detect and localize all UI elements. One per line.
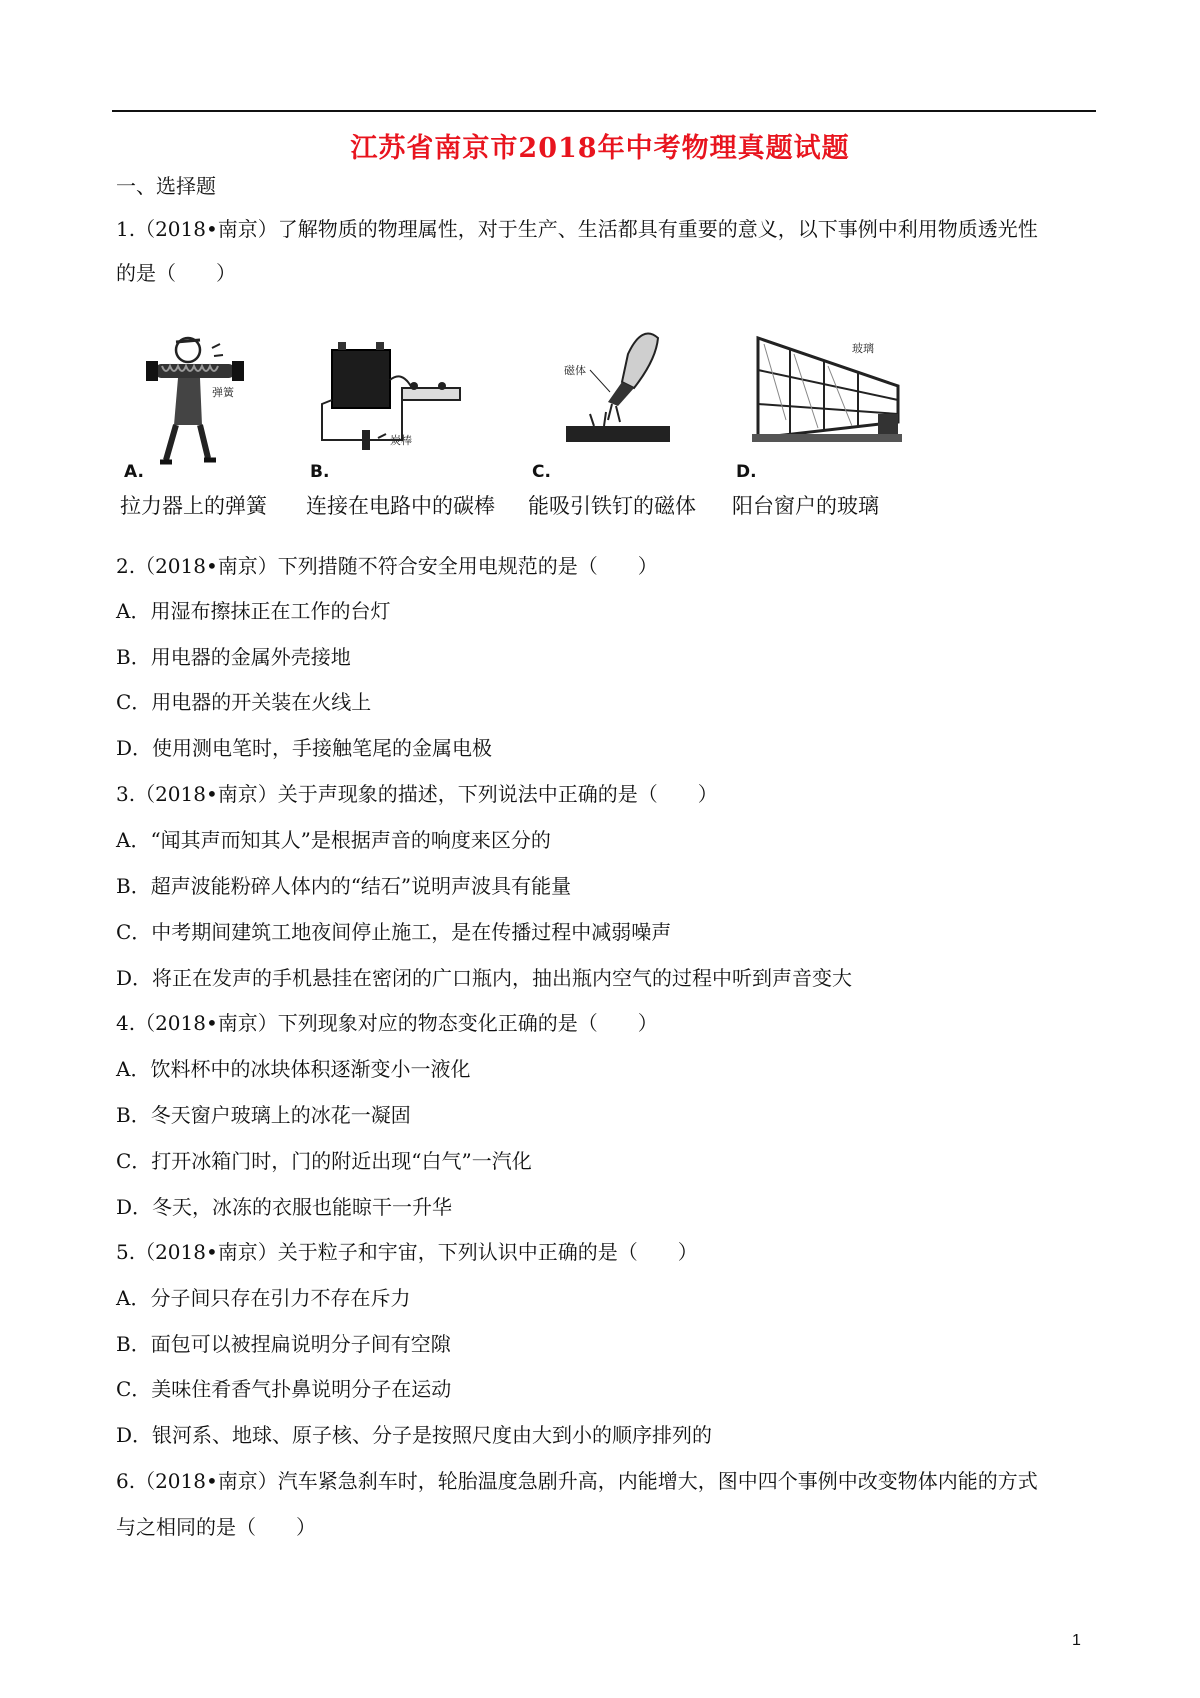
q4-stem: 4.（2018•南京）下列现象对应的物态变化正确的是（ ） (116, 1011, 658, 1035)
q1-stem-line1: 1.（2018•南京）了解物质的物理属性，对于生产、生活都具有重要的意义，以下事例中利用物质透光性 (116, 217, 1038, 241)
page-number: 1 (1072, 1632, 1081, 1649)
q2-option-d: D．使用测电笔时，手接触笔尾的金属电极 (116, 736, 493, 760)
q6-stem-line2: 与之相同的是（ ） (116, 1515, 316, 1539)
q5-option-c: C．美味住肴香气扑鼻说明分子在运动 (116, 1377, 452, 1401)
glass-label: 玻璃 (852, 342, 874, 355)
option-c-caption: 能吸引铁钉的磁体 (528, 494, 696, 518)
q3-option-c: C．中考期间建筑工地夜间停止施工，是在传播过程中减弱噪声 (116, 920, 672, 944)
carbon-rod-label: 炭棒 (390, 434, 412, 447)
balcony-window-image (728, 330, 928, 480)
option-c-letter: C. (532, 462, 551, 482)
document-title: 江苏省南京市2018年中考物理真题试题 (350, 133, 850, 164)
circuit-carbon-rod-image (302, 330, 502, 480)
header-rule (112, 110, 1096, 112)
option-a-caption: 拉力器上的弹簧 (120, 494, 267, 518)
q2-option-b: B．用电器的金属外壳接地 (116, 645, 351, 669)
q1-figure-a (116, 330, 316, 530)
q1-figure-d (728, 330, 928, 530)
option-d-letter: D. (736, 462, 757, 482)
q4-option-a: A．饮料杯中的冰块体积逐渐变小一液化 (116, 1057, 471, 1081)
q2-stem: 2.（2018•南京）下列措随不符合安全用电规范的是（ ） (116, 554, 658, 578)
q1-figure-b (302, 330, 502, 530)
spring-exerciser-image (116, 330, 316, 480)
option-b-letter: B. (310, 462, 330, 482)
q4-option-b: B．冬天窗户玻璃上的冰花一凝固 (116, 1103, 411, 1127)
magnet-nail-image (524, 330, 724, 480)
q4-option-d: D．冬天，冰冻的衣服也能晾干一升华 (116, 1195, 453, 1219)
q5-option-a: A．分子间只存在引力不存在斥力 (116, 1286, 411, 1310)
q1-figure-row (116, 330, 1066, 530)
option-b-caption: 连接在电路中的碳棒 (306, 494, 495, 518)
q2-option-c: C．用电器的开关装在火线上 (116, 690, 372, 714)
q3-option-d: D．将正在发声的手机悬挂在密闭的广口瓶内，抽出瓶内空气的过程中听到声音变大 (116, 966, 853, 990)
option-a-letter: A. (124, 462, 144, 482)
q1-figure-c (524, 330, 724, 530)
q5-option-b: B．面包可以被捏扁说明分子间有空隙 (116, 1332, 451, 1356)
spring-label: 弹簧 (212, 386, 234, 399)
q5-stem: 5.（2018•南京）关于粒子和宇宙，下列认识中正确的是（ ） (116, 1240, 698, 1264)
q3-option-a: A．“闻其声而知其人”是根据声音的响度来区分的 (116, 828, 551, 852)
q5-option-d: D．银河系、地球、原子核、分子是按照尺度由大到小的顺序排列的 (116, 1423, 713, 1447)
option-d-caption: 阳台窗户的玻璃 (732, 494, 879, 518)
magnet-label: 磁体 (564, 364, 586, 377)
q3-stem: 3.（2018•南京）关于声现象的描述，下列说法中正确的是（ ） (116, 782, 718, 806)
q1-stem-line2: 的是（ ） (116, 261, 236, 285)
q4-option-c: C．打开冰箱门时，门的附近出现“白气”一汽化 (116, 1149, 532, 1173)
q6-stem-line1: 6.（2018•南京）汽车紧急刹车时，轮胎温度急剧升高，内能增大，图中四个事例中改变物体内能的方式 (116, 1469, 1038, 1493)
q2-option-a: A．用湿布擦抹正在工作的台灯 (116, 599, 391, 623)
q3-option-b: B．超声波能粉碎人体内的“结石”说明声波具有能量 (116, 874, 572, 898)
section-heading: 一、选择题 (116, 174, 216, 198)
